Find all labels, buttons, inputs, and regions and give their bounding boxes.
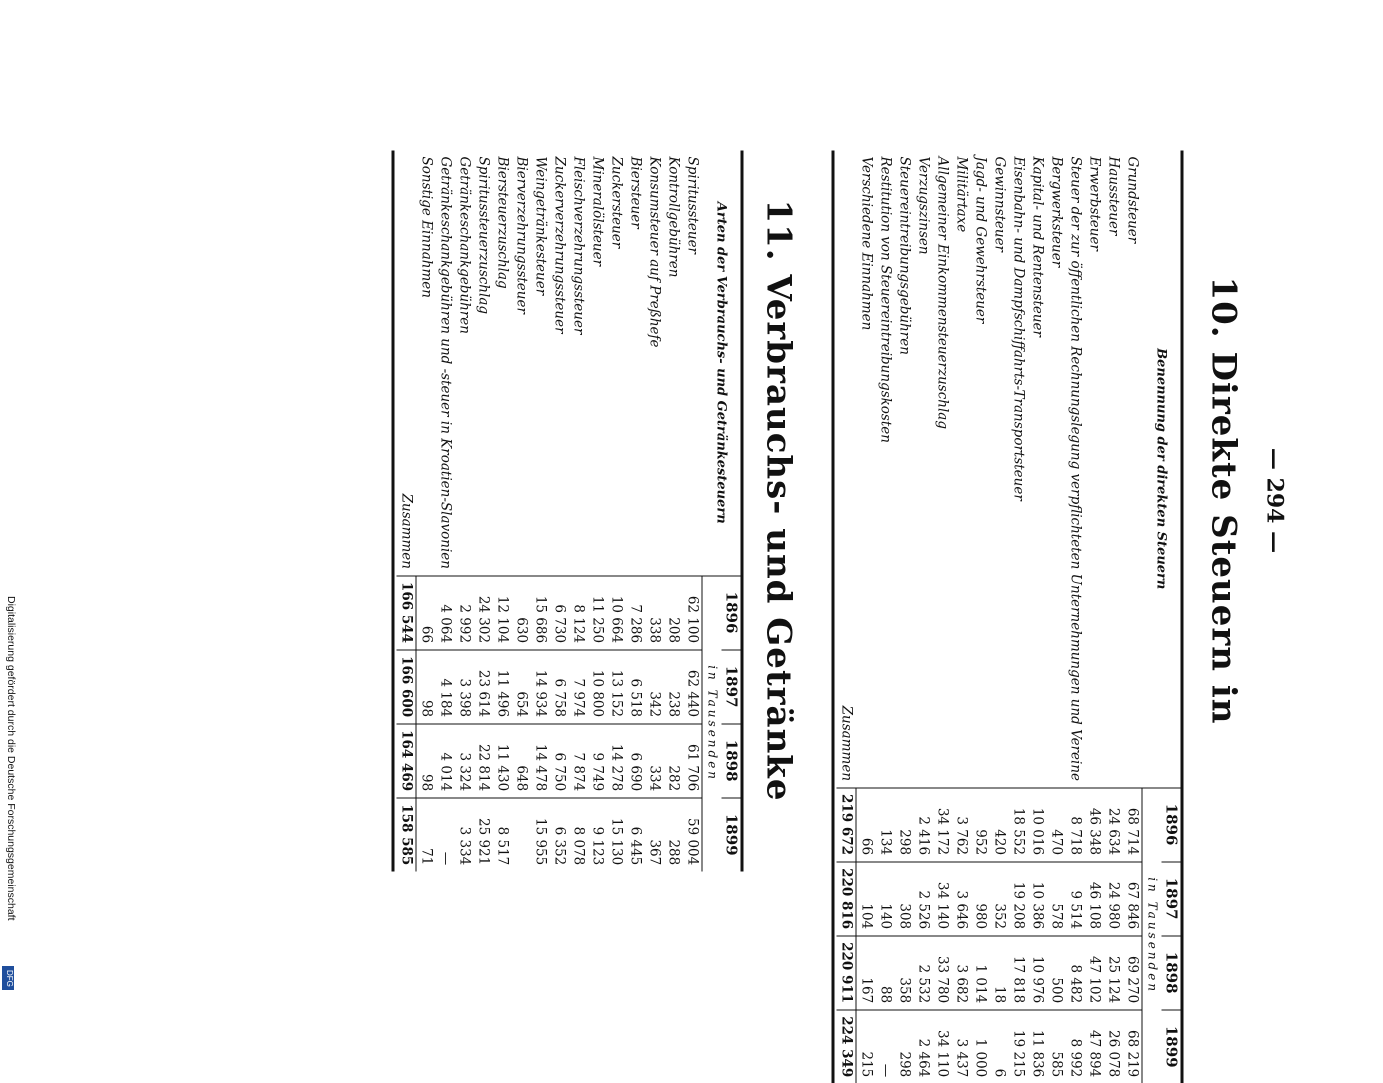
cell-value: 47 102 (1084, 935, 1103, 1009)
total-row (836, 150, 856, 1083)
year-header: 1896 (1161, 787, 1182, 861)
table-row (587, 150, 606, 871)
cell-value: 6 445 (625, 797, 644, 871)
total-value: 166 600 (396, 649, 416, 723)
cell-value: 8 718 (1065, 787, 1084, 861)
cell-value: 33 780 (932, 935, 951, 1009)
row-label: Mineralölsteuer (587, 150, 606, 575)
table-row (1084, 150, 1103, 1083)
year-header: 1897 (1161, 861, 1182, 935)
cell-value: 358 (894, 935, 913, 1009)
year-header: 1898 (1161, 935, 1182, 1009)
cell-value: 3 334 (454, 797, 473, 871)
row-label: Eisenbahn- und Dampfschiffahrts-Transportsteuer (1008, 150, 1027, 787)
cell-value: 12 104 (492, 575, 511, 649)
row-label: Spiritussteuer (682, 150, 702, 575)
cell-value: 11 250 (587, 575, 606, 649)
row-label: Weingetränkesteuer (530, 150, 549, 575)
row-label: Allgemeiner Einkommensteuerzuschlag (932, 150, 951, 787)
cell-value: 9 749 (587, 723, 606, 797)
column-header-tax-name: Benennung der direkten Steuern (1142, 150, 1182, 787)
cell-value: 10 976 (1027, 935, 1046, 1009)
table-row (1065, 150, 1084, 1083)
cell-value: 98 (416, 649, 436, 723)
cell-value: 7 286 (625, 575, 644, 649)
cell-value: 8 078 (568, 797, 587, 871)
cell-value: 23 614 (473, 649, 492, 723)
table-row (989, 150, 1008, 1083)
cell-value: 500 (1046, 935, 1065, 1009)
cell-value: 215 (856, 1009, 876, 1083)
row-label: Kontrollgebühren (663, 150, 682, 575)
row-label: Zuckerverzehrungssteuer (549, 150, 568, 575)
row-label: Sonstige Einnahmen (416, 150, 436, 575)
row-label: Erwerbsteuer (1084, 150, 1103, 787)
digitization-credit (4, 596, 18, 1000)
cell-value: 11 430 (492, 723, 511, 797)
cell-value: 10 664 (606, 575, 625, 649)
cell-value: 2 992 (454, 575, 473, 649)
cell-value: 2 526 (913, 861, 932, 935)
cell-value: 3 762 (951, 787, 970, 861)
row-label: Steuer der zur öffentlichen Rechnungslegung verpflichteten Unternehmungen und Vereine (1065, 150, 1084, 787)
cell-value: 8 482 (1065, 935, 1084, 1009)
cell-value: 34 110 (932, 1009, 951, 1083)
cell-value: 1 014 (970, 935, 989, 1009)
cell-value: 7 974 (568, 649, 587, 723)
consumption-taxes-table (391, 150, 743, 871)
cell-value: 18 (989, 935, 1008, 1009)
cell-value: 2 416 (913, 787, 932, 861)
row-label: Jagd- und Gewehrsteuer (970, 150, 989, 787)
table-row (1008, 150, 1027, 1083)
cell-value: 342 (644, 649, 663, 723)
table-row (875, 150, 894, 1083)
cell-value: 167 (856, 935, 876, 1009)
cell-value: 282 (663, 723, 682, 797)
table-row (970, 150, 989, 1083)
cell-value: 17 818 (1008, 935, 1027, 1009)
total-label: Zusammen (396, 150, 416, 575)
cell-value: 3 437 (951, 1009, 970, 1083)
row-label: Konsumsteuer auf Preßhefe (644, 150, 663, 575)
total-value: 220 911 (836, 935, 856, 1009)
cell-value: 6 690 (625, 723, 644, 797)
total-value: 220 816 (836, 861, 856, 935)
table-row (644, 150, 663, 871)
row-label: Bierverzehrungssteuer (511, 150, 530, 575)
table-row (435, 150, 454, 871)
cell-value: 19 208 (1008, 861, 1027, 935)
table-bottom-rule (393, 150, 397, 871)
table-row (663, 150, 682, 871)
cell-value: 24 980 (1103, 861, 1122, 935)
cell-value: 88 (875, 935, 894, 1009)
cell-value: 6 518 (625, 649, 644, 723)
total-label: Zusammen (836, 150, 856, 787)
cell-value: 6 750 (549, 723, 568, 797)
cell-value: — (435, 797, 454, 871)
cell-value: 15 955 (530, 797, 549, 871)
table-row (932, 150, 951, 1083)
cell-value: 10 016 (1027, 787, 1046, 861)
table-row (416, 150, 436, 871)
credit-text: Digitalisierung gefördert durch die Deutsche Forschungsgemeinschaft (5, 596, 17, 921)
cell-value: 238 (663, 649, 682, 723)
cell-value: 68 714 (1122, 787, 1142, 861)
cell-value: 4 014 (435, 723, 454, 797)
direct-taxes-table (831, 150, 1183, 1083)
table-row (454, 150, 473, 871)
cell-value: 71 (416, 797, 436, 871)
cell-value: 13 152 (606, 649, 625, 723)
row-label: Gewinnsteuer (989, 150, 1008, 787)
cell-value: 352 (989, 861, 1008, 935)
row-label: Verzugszinsen (913, 150, 932, 787)
cell-value: 3 324 (454, 723, 473, 797)
cell-value: 25 921 (473, 797, 492, 871)
cell-value: 34 172 (932, 787, 951, 861)
cell-value: 298 (894, 1009, 913, 1083)
row-label: Getränkeschankgebühren und -steuer in Kroatien-Slavonien (435, 150, 454, 575)
cell-value: 6 730 (549, 575, 568, 649)
cell-value: 62 440 (682, 649, 702, 723)
cell-value: 14 934 (530, 649, 549, 723)
row-label: Bergwerksteuer (1046, 150, 1065, 787)
table-row (511, 150, 530, 871)
cell-value: 648 (511, 723, 530, 797)
table-row (530, 150, 549, 871)
cell-value: 298 (894, 787, 913, 861)
row-label: Biersteuer (625, 150, 644, 575)
dfg-logo: DFG (2, 966, 14, 990)
cell-value: 952 (970, 787, 989, 861)
year-header: 1899 (721, 797, 742, 871)
table-row (856, 150, 876, 1083)
total-value: 164 469 (396, 723, 416, 797)
cell-value: 3 398 (454, 649, 473, 723)
cell-value: 334 (644, 723, 663, 797)
column-header-tax-kind: Arten der Verbrauchs- und Getränkesteuern (702, 150, 742, 575)
cell-value: 980 (970, 861, 989, 935)
cell-value: 6 (989, 1009, 1008, 1083)
row-label: Fleischverzehrungssteuer (568, 150, 587, 575)
cell-value: 10 800 (587, 649, 606, 723)
cell-value: 61 706 (682, 723, 702, 797)
year-header: 1899 (1161, 1009, 1182, 1083)
row-label: Militärtaxe (951, 150, 970, 787)
table-row (951, 150, 970, 1083)
year-header: 1897 (721, 649, 742, 723)
cell-value: 470 (1046, 787, 1065, 861)
cell-value: 15 686 (530, 575, 549, 649)
cell-value: 140 (875, 861, 894, 935)
unit-label: in Tausenden (1142, 787, 1162, 1083)
cell-value: 8 517 (492, 797, 511, 871)
year-header: 1896 (721, 575, 742, 649)
cell-value: 19 215 (1008, 1009, 1027, 1083)
total-value: 219 672 (836, 787, 856, 861)
row-label: Biersteuerzuschlag (492, 150, 511, 575)
row-label: Zuckersteuer (606, 150, 625, 575)
cell-value: 630 (511, 575, 530, 649)
section-10-title: 10. Direkte Steuern in (1203, 275, 1243, 724)
total-value: 158 585 (396, 797, 416, 871)
row-label: Grundsteuer (1122, 150, 1142, 787)
table-row (1027, 150, 1046, 1083)
table-row (625, 150, 644, 871)
cell-value: 18 552 (1008, 787, 1027, 861)
cell-value: 62 100 (682, 575, 702, 649)
cell-value: 11 836 (1027, 1009, 1046, 1083)
cell-value: 208 (663, 575, 682, 649)
table-row (492, 150, 511, 871)
cell-value: 3 646 (951, 861, 970, 935)
total-value: 224 349 (836, 1009, 856, 1083)
row-label: Getränkeschankgebühren (454, 150, 473, 575)
cell-value: 66 (416, 575, 436, 649)
cell-value: 22 814 (473, 723, 492, 797)
cell-value: 585 (1046, 1009, 1065, 1083)
table-bottom-rule (833, 150, 837, 1083)
cell-value: 9 123 (587, 797, 606, 871)
cell-value: 2 532 (913, 935, 932, 1009)
cell-value: 25 124 (1103, 935, 1122, 1009)
cell-value: 7 874 (568, 723, 587, 797)
table-row (1103, 150, 1122, 1083)
cell-value: 69 270 (1122, 935, 1142, 1009)
row-label: Spiritussteuerzuschlag (473, 150, 492, 575)
table-row (606, 150, 625, 871)
cell-value: 11 496 (492, 649, 511, 723)
cell-value: 47 894 (1084, 1009, 1103, 1083)
cell-value: 4 184 (435, 649, 454, 723)
total-value: 166 544 (396, 575, 416, 649)
cell-value: 6 758 (549, 649, 568, 723)
table-row (682, 150, 702, 871)
table-row (894, 150, 913, 1083)
cell-value (511, 797, 530, 871)
table-row (1046, 150, 1065, 1083)
cell-value: 10 386 (1027, 861, 1046, 935)
row-label: Verschiedene Einnahmen (856, 150, 876, 787)
page-number: — 294 — (1261, 447, 1287, 553)
cell-value: 34 140 (932, 861, 951, 935)
direct-taxes-body (833, 150, 1142, 1083)
row-label: Steuereintreibungsgebühren (894, 150, 913, 787)
cell-value: 1 000 (970, 1009, 989, 1083)
cell-value: 8 992 (1065, 1009, 1084, 1083)
cell-value: 15 130 (606, 797, 625, 871)
cell-value: 46 108 (1084, 861, 1103, 935)
cell-value: 134 (875, 787, 894, 861)
year-header: 1898 (721, 723, 742, 797)
table-row (568, 150, 587, 871)
table-row (549, 150, 568, 871)
cell-value: 104 (856, 861, 876, 935)
unit-label: in Tausenden (702, 575, 722, 871)
cell-value: 67 846 (1122, 861, 1142, 935)
table-row (1122, 150, 1142, 1083)
table-row (473, 150, 492, 871)
cell-value: 4 064 (435, 575, 454, 649)
cell-value: — (875, 1009, 894, 1083)
table-row (913, 150, 932, 1083)
cell-value: 3 682 (951, 935, 970, 1009)
cell-value: 578 (1046, 861, 1065, 935)
cell-value: 420 (989, 787, 1008, 861)
cell-value: 46 348 (1084, 787, 1103, 861)
total-row (396, 150, 416, 871)
row-label: Restitution von Steuereintreibungskosten (875, 150, 894, 787)
cell-value: 338 (644, 575, 663, 649)
cell-value: 288 (663, 797, 682, 871)
section-11-title: 11. Verbrauchs- und Getränke (758, 198, 798, 801)
row-label: Haussteuer (1103, 150, 1122, 787)
cell-value: 6 352 (549, 797, 568, 871)
consumption-taxes-body (393, 150, 702, 871)
cell-value: 8 124 (568, 575, 587, 649)
cell-value: 68 219 (1122, 1009, 1142, 1083)
cell-value: 367 (644, 797, 663, 871)
cell-value: 66 (856, 787, 876, 861)
cell-value: 9 514 (1065, 861, 1084, 935)
cell-value: 14 478 (530, 723, 549, 797)
cell-value: 24 302 (473, 575, 492, 649)
cell-value: 308 (894, 861, 913, 935)
cell-value: 26 078 (1103, 1009, 1122, 1083)
cell-value: 14 278 (606, 723, 625, 797)
cell-value: 59 004 (682, 797, 702, 871)
cell-value: 98 (416, 723, 436, 797)
row-label: Kapital- und Rentensteuer (1027, 150, 1046, 787)
cell-value: 2 464 (913, 1009, 932, 1083)
cell-value: 24 634 (1103, 787, 1122, 861)
cell-value: 654 (511, 649, 530, 723)
